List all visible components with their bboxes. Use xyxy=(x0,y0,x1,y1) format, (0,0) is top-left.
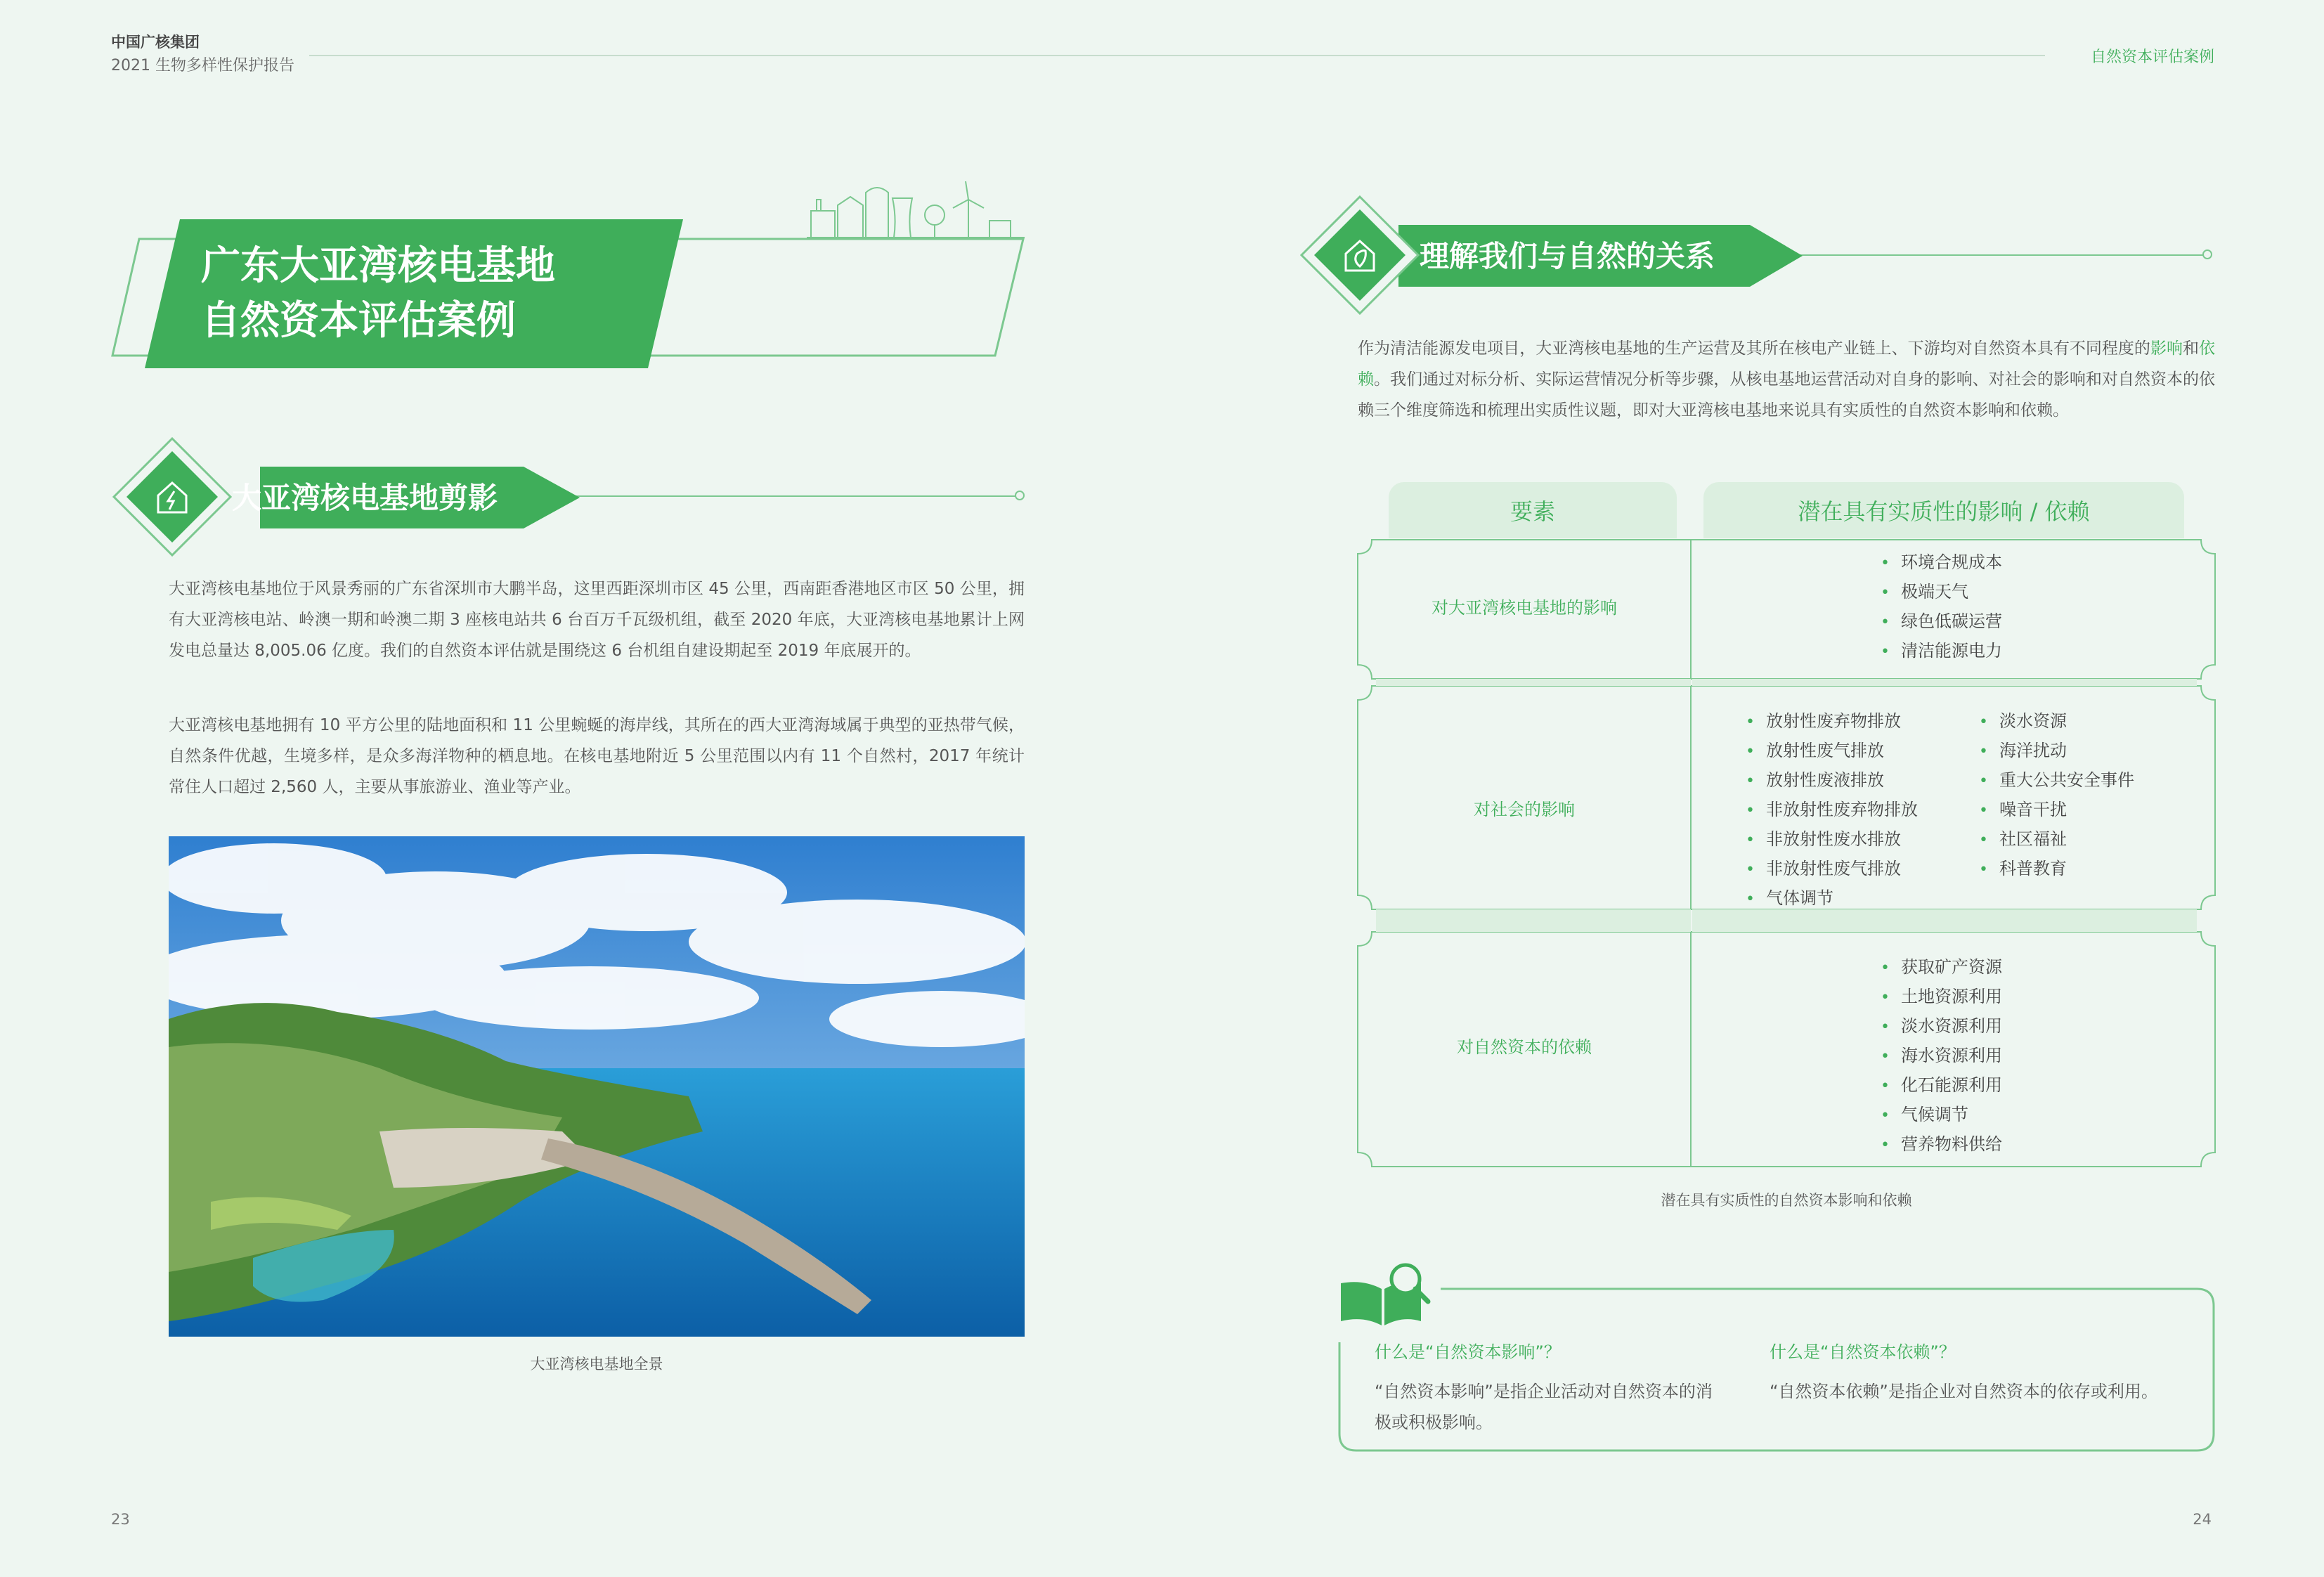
list-item: • 科普教育 xyxy=(1979,855,2134,884)
list-item: • 海洋扰动 xyxy=(1979,736,2134,766)
list-item: • 环境合规成本 xyxy=(1881,548,2002,578)
intro-and: 和 xyxy=(2183,339,2200,358)
list-item: • 非放射性废气排放 xyxy=(1746,855,1918,884)
list-item: • 气候调节 xyxy=(1881,1101,2002,1130)
highlight-dependency: 依赖 xyxy=(1358,339,2216,389)
row-label-social-impact: 对社会的影响 xyxy=(1474,800,1575,819)
table-header-element: 要素 xyxy=(1389,482,1677,538)
list-item: • 获取矿产资源 xyxy=(1881,953,2002,982)
list-item: • 非放射性废水排放 xyxy=(1746,825,1918,855)
book-magnifier-icon xyxy=(1335,1258,1434,1328)
row-label-dependency: 对自然资本的依赖 xyxy=(1457,1037,1592,1057)
leaf-house-icon xyxy=(1339,234,1381,276)
definition-answer-impact: “自然资本影响”是指企业活动对自然资本的消极或积极影响。 xyxy=(1375,1382,1713,1432)
section-divider-right xyxy=(1792,254,2207,256)
lightning-house-icon xyxy=(151,476,193,518)
left-paragraph-1: 大亚湾核电基地位于风景秀丽的广东省深圳市大鹏半岛，这里西距深圳市区 45 公里，西南距香港地区市区 50 公里，拥有大亚湾核电站、岭澳一期和岭澳二期 3 座核电站共 6 台百万千瓦级机组，截至 2020 年底，大亚湾核电基地累计上网发电总量达 8,005.06 亿度。我们的自然资本评估就是围绕这 6 台机组自建设期起至 2019 年底展开的。 xyxy=(169,580,1025,660)
definition-question-dependency: 什么是“自然资本依赖”？ xyxy=(1770,1342,1956,1362)
section-label: 自然资本评估案例 xyxy=(2090,48,2214,66)
highlight-impact: 影响 xyxy=(2150,339,2183,358)
intro-part-b: 。我们通过对标分析、实际运营情况分析等步骤，从核电基地运营活动对自身的影响、对社会的影响和对自然资本的依赖三个维度筛选和梳理出实质性议题，即对大亚湾核电基地来说具有实质性的自然资本影响和依赖。 xyxy=(1358,370,2216,420)
social-impact-list-b xyxy=(1979,707,2134,884)
list-item: • 化石能源利用 xyxy=(1881,1071,2002,1101)
section-title-right: 理解我们与自然的关系 xyxy=(1420,239,1715,273)
definition-answer-dependency: “自然资本依赖”是指企业对自然资本的依存或利用。 xyxy=(1770,1382,2158,1401)
main-title-line2: 自然资本评估案例 xyxy=(201,298,516,344)
list-item: • 噪音干扰 xyxy=(1979,796,2134,825)
divider-end-dot xyxy=(2202,249,2212,259)
header-divider xyxy=(309,55,2045,56)
photo-caption: 大亚湾核电基地全景 xyxy=(530,1356,663,1372)
divider-end-dot xyxy=(1015,491,1025,500)
main-title-line1: 广东大亚湾核电基地 xyxy=(201,243,555,289)
main-title xyxy=(201,239,555,349)
list-item: • 绿色低碳运营 xyxy=(1881,607,2002,637)
row-label-self-impact: 对大亚湾核电基地的影响 xyxy=(1432,598,1617,618)
list-item: • 放射性废液排放 xyxy=(1746,766,1918,796)
self-impact-list xyxy=(1881,548,2002,666)
page-number-left: 23 xyxy=(111,1511,130,1528)
list-item: • 淡水资源 xyxy=(1979,707,2134,736)
list-item: • 营养物料供给 xyxy=(1881,1130,2002,1160)
section-divider-left xyxy=(548,495,1018,497)
list-item: • 放射性废弃物排放 xyxy=(1746,707,1918,736)
list-item: • 清洁能源电力 xyxy=(1881,637,2002,666)
dependency-list xyxy=(1881,953,2002,1160)
right-intro-paragraph xyxy=(1358,333,2215,426)
list-item: • 海水资源利用 xyxy=(1881,1041,2002,1071)
intro-part-a: 作为清洁能源发电项目，大亚湾核电基地的生产运营及其所在核电产业链上、下游均对自然资本具有不同程度的 xyxy=(1358,339,2150,358)
list-item: • 极端天气 xyxy=(1881,578,2002,607)
table-caption: 潜在具有实质性的自然资本影响和依赖 xyxy=(1661,1192,1912,1209)
list-item: • 淡水资源利用 xyxy=(1881,1012,2002,1041)
base-panorama-photo xyxy=(169,836,1025,1337)
list-item: • 重大公共安全事件 xyxy=(1979,766,2134,796)
list-item: • 社区福祉 xyxy=(1979,825,2134,855)
list-item: • 放射性废气排放 xyxy=(1746,736,1918,766)
report-title: 2021 生物多样性保护报告 xyxy=(111,57,294,74)
table-header-impact: 潜在具有实质性的影响 / 依赖 xyxy=(1703,482,2184,538)
list-item: • 土地资源利用 xyxy=(1881,982,2002,1012)
list-item: • 气体调节 xyxy=(1746,884,1918,914)
social-impact-list-a xyxy=(1746,707,1918,914)
section-title-left: 大亚湾核电基地剪影 xyxy=(232,481,498,515)
page-number-right: 24 xyxy=(2193,1511,2212,1528)
list-item: • 非放射性废弃物排放 xyxy=(1746,796,1918,825)
definition-question-impact: 什么是“自然资本影响”？ xyxy=(1375,1342,1561,1362)
city-skyline-icon xyxy=(807,179,1025,239)
company-name: 中国广核集团 xyxy=(111,34,200,51)
left-paragraph-2: 大亚湾核电基地拥有 10 平方公里的陆地面积和 11 公里蜿蜒的海岸线，其所在的西大亚湾海域属于典型的亚热带气候，自然条件优越，生境多样，是众多海洋物种的栖息地。在核电基地附近 5 公里范围以内有 11 个自然村，2017 年统计常住人口超过 2,560 人，主要从事旅游业、渔业等产业。 xyxy=(169,716,1025,796)
